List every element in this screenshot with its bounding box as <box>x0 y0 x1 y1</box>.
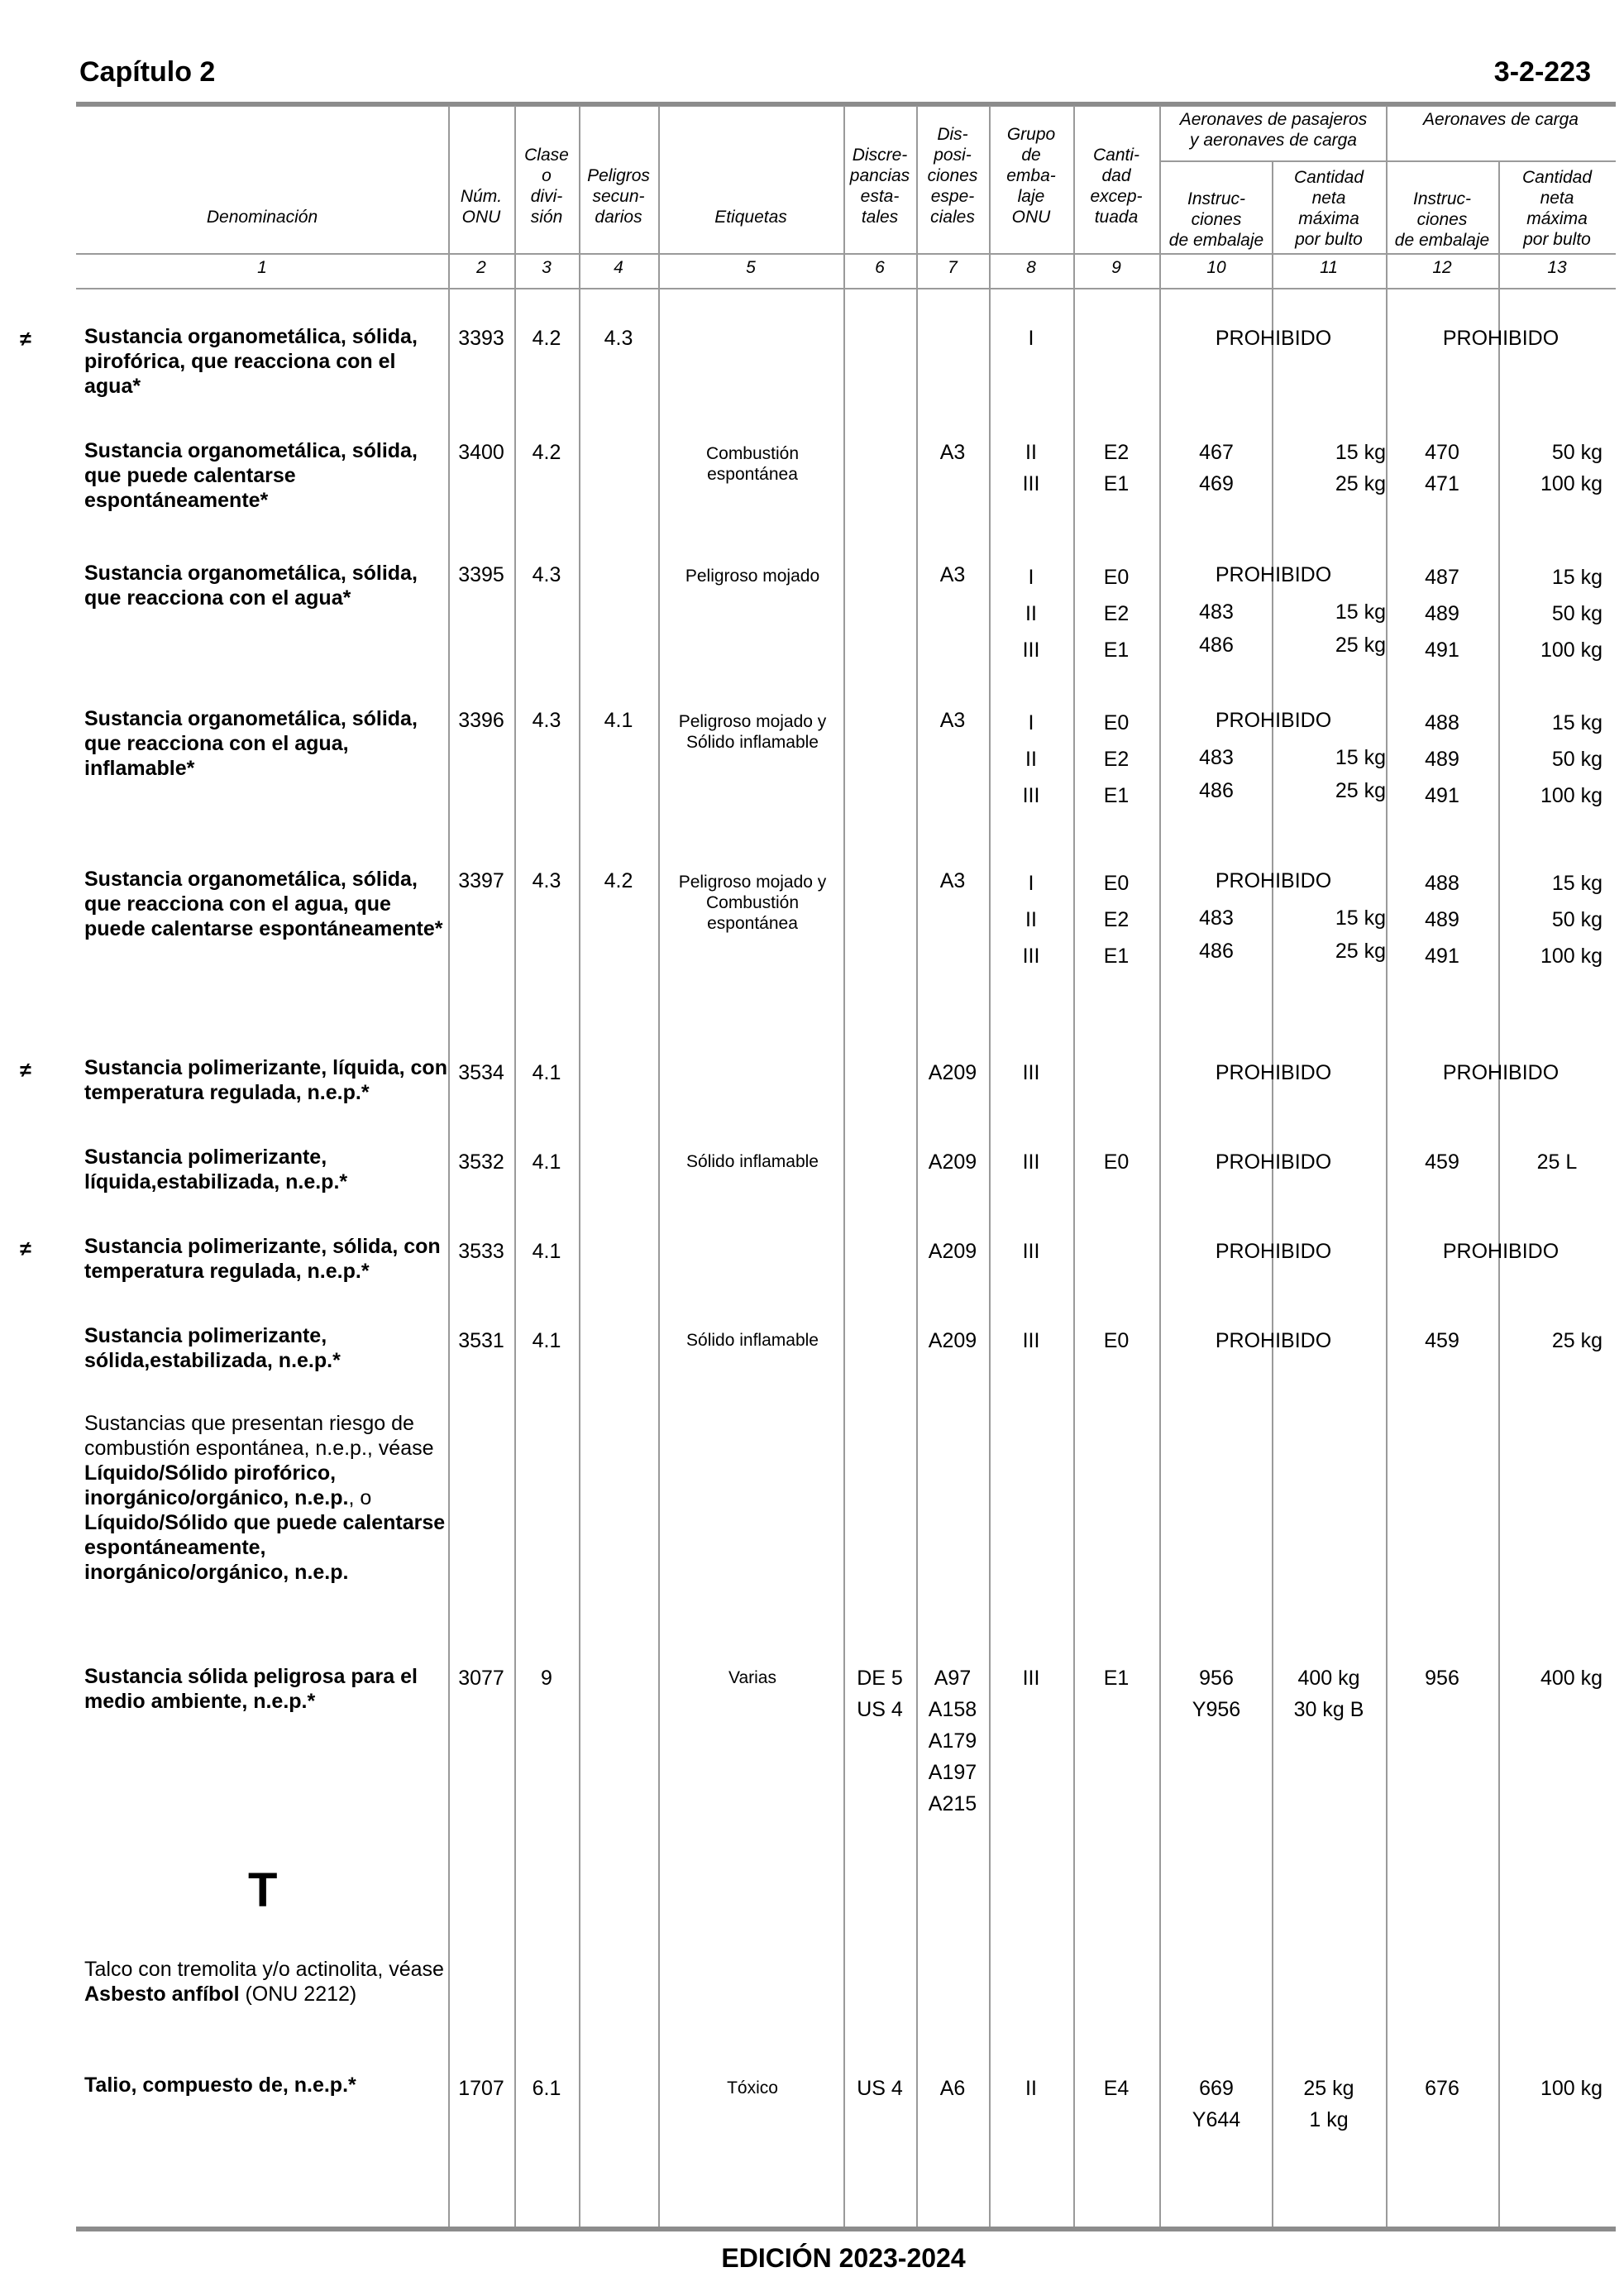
row-name: Sustancia polimerizante, líquida,estabilizada, n.e.p.* <box>84 1146 348 1193</box>
hazard-label: Tóxico <box>727 2078 778 2097</box>
un-number: 3533 <box>458 1240 504 1263</box>
forbidden-pax: PROHIBIDO <box>1215 1061 1332 1084</box>
un-number: 3531 <box>458 1329 504 1352</box>
row-name: Sustancia organometálica, sólida, que reacciona con el agua* <box>84 562 418 610</box>
max-qty-cargo: 25 kg <box>1551 1329 1603 1352</box>
packing-instruction-cargo: 487 489 491 <box>1425 566 1459 662</box>
hazard-label: Sólido inflamable <box>686 1331 819 1350</box>
packing-instruction-pax: 669 Y644 <box>1192 2077 1241 2131</box>
forbidden-pax: PROHIBIDO <box>1215 1240 1332 1263</box>
hazard-label: Peligroso mojado y Sólido inflamable <box>678 712 827 752</box>
forbidden-cargo: PROHIBIDO <box>1442 327 1560 350</box>
special-provision: A3 <box>939 441 966 464</box>
max-qty-cargo: 25 L <box>1536 1150 1578 1174</box>
column-number: 4 <box>614 258 623 277</box>
special-provision: A209 <box>928 1329 977 1352</box>
column-number: 5 <box>746 258 756 277</box>
cross-reference: Sustancias que presentan riesgo de combustión espontánea, n.e.p., véase Líquido/Sólido pirofórico, inorgánico/orgánico, n.e.p., o Líquido/Sólido que puede calentarse espontáneamente, inorgánico/orgánico, n.e.p. <box>84 1412 446 1584</box>
change-mark: ≠ <box>20 328 31 351</box>
packing-instruction-cargo: 676 <box>1425 2077 1459 2100</box>
column-number: 8 <box>1026 258 1036 277</box>
packing-group: III <box>1022 1150 1040 1174</box>
special-provision: A97 A158 A179 A197 A215 <box>928 1667 977 1815</box>
max-qty-cargo: 15 kg 50 kg 100 kg <box>1540 566 1603 662</box>
column-number: 3 <box>542 258 552 277</box>
header-pasajeros-group: Aeronaves de pasajeros y aeronaves de carga <box>1179 110 1368 150</box>
un-number: 3396 <box>458 709 504 732</box>
header-instrucciones-pax: Instruc- ciones de embalaje <box>1168 189 1264 250</box>
forbidden-pax: PROHIBIDO <box>1215 1150 1332 1174</box>
max-qty-pax: 15 kg 25 kg <box>1335 600 1386 657</box>
header-denominacion: Denominación <box>206 208 318 227</box>
class-division: 4.3 <box>532 709 561 732</box>
packing-group: I II III <box>1022 872 1040 968</box>
excepted-quantity: E0 <box>1103 1150 1130 1174</box>
header-instrucciones-cargo: Instruc- ciones de embalaje <box>1394 189 1490 250</box>
row-name: Sustancia polimerizante, sólida, con temperatura regulada, n.e.p.* <box>84 1235 441 1283</box>
class-division: 4.1 <box>532 1329 561 1352</box>
forbidden-cargo: PROHIBIDO <box>1442 1240 1560 1263</box>
special-provision: A209 <box>928 1240 977 1263</box>
max-qty-cargo: 15 kg 50 kg 100 kg <box>1540 872 1603 968</box>
column-number: 12 <box>1432 258 1452 277</box>
max-qty-cargo: 400 kg <box>1540 1667 1603 1690</box>
packing-group: I II III <box>1022 711 1040 807</box>
header-peligros: Peligros secun- darios <box>587 166 650 227</box>
excepted-quantity: E0 E2 E1 <box>1103 566 1130 662</box>
packing-instruction-pax: 483 486 <box>1199 906 1234 963</box>
un-number: 3400 <box>458 441 504 464</box>
edition-footer: EDICIÓN 2023-2024 <box>721 2243 966 2273</box>
state-variation: DE 5 US 4 <box>857 1667 903 1721</box>
packing-instruction-cargo: 488 489 491 <box>1425 711 1459 807</box>
un-number: 3532 <box>458 1150 504 1174</box>
max-qty-pax: 15 kg 25 kg <box>1335 746 1386 802</box>
header-num-onu: Núm. ONU <box>460 187 503 227</box>
packing-instruction-pax: 467 469 <box>1199 441 1234 495</box>
row-name: Sustancia sólida peligrosa para el medio ambiente, n.e.p.* <box>84 1665 418 1713</box>
packing-group: II <box>1025 2077 1037 2100</box>
column-number: 7 <box>948 258 958 277</box>
header-carga-group: Aeronaves de carga <box>1423 110 1579 129</box>
special-provision: A3 <box>939 709 966 732</box>
column-number: 6 <box>875 258 885 277</box>
excepted-quantity: E2 E1 <box>1103 441 1130 495</box>
packing-instruction-cargo: 459 <box>1425 1150 1459 1174</box>
class-division: 4.1 <box>532 1240 561 1263</box>
cross-reference: Talco con tremolita y/o actinolita, véase Asbesto anfíbol (ONU 2212) <box>84 1958 444 2006</box>
column-number: 13 <box>1547 258 1567 277</box>
un-number: 3393 <box>458 327 504 350</box>
un-number: 3397 <box>458 869 504 892</box>
bottom-rule <box>76 2227 1616 2231</box>
max-qty-pax: 25 kg 1 kg <box>1303 2077 1354 2131</box>
header-discrepancias: Discre- pancias esta- tales <box>849 146 910 227</box>
row-name: Sustancia polimerizante, sólida,estabilizada, n.e.p.* <box>84 1324 341 1372</box>
packing-instruction-cargo: 470 471 <box>1425 441 1459 495</box>
packing-group: III <box>1022 1240 1040 1263</box>
un-number: 3534 <box>458 1061 504 1084</box>
change-mark: ≠ <box>20 1237 31 1260</box>
excepted-quantity: E4 <box>1103 2077 1130 2100</box>
column-number: 9 <box>1111 258 1121 277</box>
header-clase: Clase o divi- sión <box>524 146 569 227</box>
header-cantidad-pax: Cantidad neta máxima por bulto <box>1293 168 1364 249</box>
row-name: Sustancia organometálica, sólida, que puede calentarse espontáneamente* <box>84 439 418 512</box>
forbidden-pax: PROHIBIDO <box>1215 709 1332 732</box>
page-number: 3-2-223 <box>1493 56 1591 88</box>
forbidden-cargo: PROHIBIDO <box>1442 1061 1560 1084</box>
max-qty-pax: 400 kg 30 kg B <box>1293 1667 1364 1721</box>
header-cantidad-exceptuada: Canti- dad excep- tuada <box>1090 146 1143 227</box>
class-division: 4.1 <box>532 1150 561 1174</box>
row-name: Talio, compuesto de, n.e.p.* <box>84 2074 356 2097</box>
packing-instruction-cargo: 459 <box>1425 1329 1459 1352</box>
header-grupo: Grupo de emba- laje ONU <box>1006 125 1056 227</box>
max-qty-pax: 15 kg 25 kg <box>1335 441 1386 495</box>
packing-group: III <box>1022 1329 1040 1352</box>
un-number: 3077 <box>458 1667 504 1690</box>
forbidden-pax: PROHIBIDO <box>1215 563 1332 586</box>
max-qty-cargo: 15 kg 50 kg 100 kg <box>1540 711 1603 807</box>
class-division: 4.2 <box>532 327 561 350</box>
forbidden-pax: PROHIBIDO <box>1215 869 1332 892</box>
packing-group: III <box>1022 1667 1040 1690</box>
section-letter: T <box>248 1863 278 1917</box>
forbidden-pax: PROHIBIDO <box>1215 1329 1332 1352</box>
packing-instruction-pax: 483 486 <box>1199 600 1234 657</box>
packing-group: I <box>1028 327 1034 350</box>
special-provision: A209 <box>928 1061 977 1084</box>
un-number: 1707 <box>458 2077 504 2100</box>
hazard-label: Peligroso mojado y Combustión espontánea <box>678 873 827 933</box>
class-division: 9 <box>541 1667 552 1690</box>
class-division: 4.3 <box>532 563 561 586</box>
column-number: 2 <box>476 258 486 277</box>
header-disposiciones: Dis- posi- ciones espe- ciales <box>927 125 978 227</box>
max-qty-cargo: 50 kg 100 kg <box>1540 441 1603 495</box>
excepted-quantity: E0 E2 E1 <box>1103 711 1130 807</box>
packing-group: II III <box>1022 441 1040 495</box>
row-name: Sustancia organometálica, sólida, que reacciona con el agua, que puede calentarse espontáneamente* <box>84 868 443 940</box>
excepted-quantity: E1 <box>1103 1667 1130 1690</box>
subsidiary-risk: 4.2 <box>604 869 633 892</box>
packing-instruction-cargo: 956 <box>1425 1667 1459 1690</box>
chapter-title: Capítulo 2 <box>79 56 216 88</box>
column-number: 11 <box>1320 258 1338 277</box>
header-etiquetas: Etiquetas <box>714 208 787 227</box>
excepted-quantity: E0 <box>1103 1329 1130 1352</box>
class-division: 4.2 <box>532 441 561 464</box>
packing-group: III <box>1022 1061 1040 1084</box>
row-name: Sustancia polimerizante, líquida, con temperatura regulada, n.e.p.* <box>84 1056 447 1104</box>
hazard-label: Sólido inflamable <box>686 1152 819 1171</box>
max-qty-pax: 15 kg 25 kg <box>1335 906 1386 963</box>
special-provision: A3 <box>939 563 966 586</box>
hazard-label: Combustión espontánea <box>705 444 800 484</box>
packing-group: I II III <box>1022 566 1040 662</box>
max-qty-cargo: 100 kg <box>1540 2077 1603 2100</box>
hazard-label: Varias <box>728 1668 776 1687</box>
packing-instruction-pax: 483 486 <box>1199 746 1234 802</box>
header-cantidad-cargo: Cantidad neta máxima por bulto <box>1521 168 1593 249</box>
subsidiary-risk: 4.3 <box>604 327 633 350</box>
class-division: 6.1 <box>532 2077 561 2100</box>
forbidden-pax: PROHIBIDO <box>1215 327 1332 350</box>
subsidiary-risk: 4.1 <box>604 709 633 732</box>
special-provision: A209 <box>928 1150 977 1174</box>
packing-instruction-pax: 956 Y956 <box>1192 1667 1241 1721</box>
row-name: Sustancia organometálica, sólida, que reacciona con el agua, inflamable* <box>84 707 418 780</box>
hazard-label: Peligroso mojado <box>685 567 820 586</box>
excepted-quantity: E0 E2 E1 <box>1103 872 1130 968</box>
special-provision: A3 <box>939 869 966 892</box>
class-division: 4.1 <box>532 1061 561 1084</box>
column-number: 1 <box>257 258 267 277</box>
class-division: 4.3 <box>532 869 561 892</box>
state-variation: US 4 <box>857 2077 903 2100</box>
packing-instruction-cargo: 488 489 491 <box>1425 872 1459 968</box>
special-provision: A6 <box>939 2077 966 2100</box>
change-mark: ≠ <box>20 1059 31 1082</box>
column-number: 10 <box>1206 258 1226 277</box>
row-name: Sustancia organometálica, sólida, pirofórica, que reacciona con el agua* <box>84 325 418 398</box>
top-rule <box>76 102 1616 107</box>
un-number: 3395 <box>458 563 504 586</box>
